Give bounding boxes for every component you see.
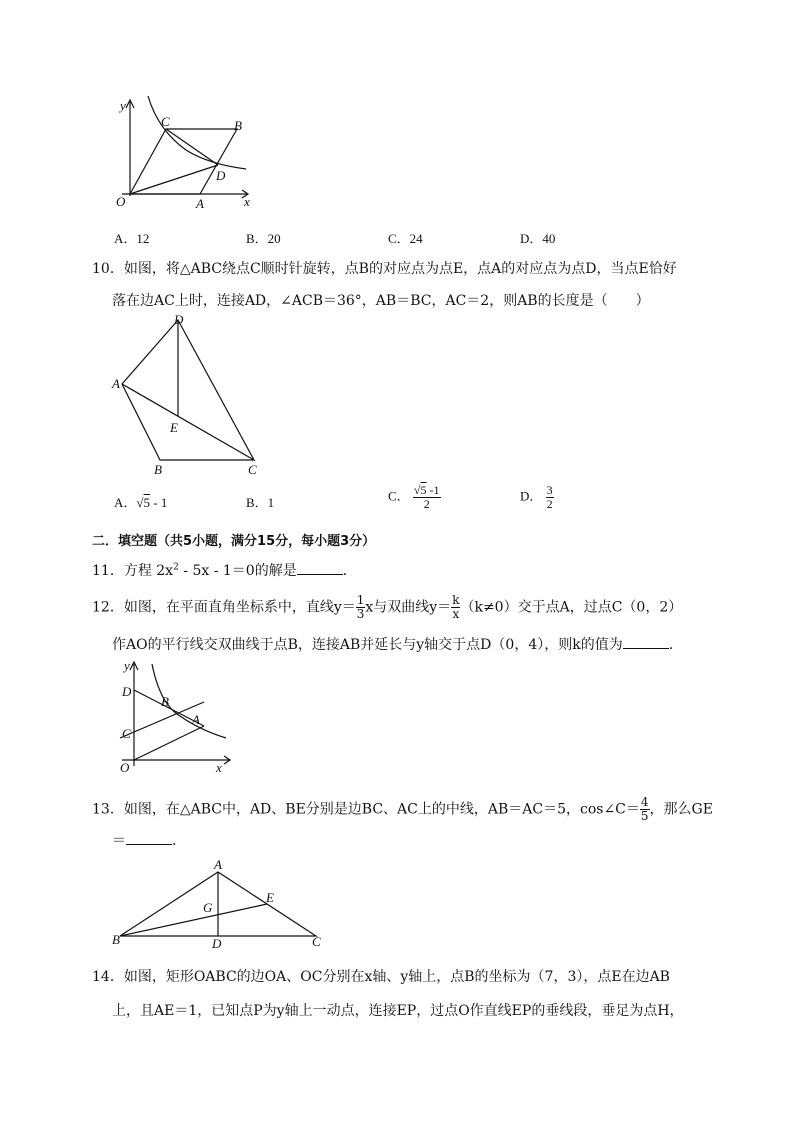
q12-label-o: O — [120, 760, 130, 775]
q12-label-a: A — [192, 712, 200, 727]
q12-label-y: y — [124, 658, 130, 673]
q12-text-line2: 作AO的平行线交双曲线于点B，连接AB并延长与y轴交于点D（0，4），则k的值为 ． — [112, 637, 683, 653]
q13-label-b: B — [112, 932, 120, 947]
q12-text-line1: 12．如图，在平面直角坐标系中，直线y＝ $\frac{1}{3}$ x与双曲线y＝ $\frac{k}{x}$ （k≠0）交于点A，过点C（0，2） — [92, 593, 683, 621]
q11-text: 11．方程 $2x^2 - 5x - 1=0$的解是 ． — [92, 562, 357, 579]
q9-option-b: B．20 — [246, 231, 281, 246]
q10-text-line2: 落在边AC上时，连接AD，∠ACB＝36°，AB＝BC，AC＝2，则AB的长度是（ ） — [112, 293, 650, 309]
q14-text-line1: 14．如图，矩形OABC的边OA、OC分别在x轴、y轴上，点B的坐标为（7，3），点E在边AB — [92, 969, 670, 985]
q13-label-c: C — [312, 934, 321, 949]
q12-figure — [108, 656, 238, 776]
q12-label-x: x — [216, 760, 222, 775]
q9-label-a: A — [196, 196, 204, 211]
q10-option-d: D． $\frac{3}{2}$ — [520, 483, 553, 511]
q10-option-a: A．√5 - 1 — [114, 495, 168, 510]
q13-answer-blank[interactable] — [126, 832, 172, 845]
q9-label-d: D — [216, 168, 226, 183]
q10-option-c: C． $\frac{√5 -1}{2}$ — [388, 483, 440, 511]
q11-answer-blank[interactable] — [297, 562, 343, 575]
q13-label-a: A — [214, 857, 222, 872]
q13-label-e: E — [266, 890, 274, 905]
section-2-title: 二．填空题（共5小题，满分15分，每小题3分） — [92, 534, 376, 549]
q12-label-d: D — [122, 684, 132, 699]
q10-text-line1: 10．如图，将△ABC绕点C顺时针旋转，点B的对应点为点E，点A的对应点为点D，当点E恰好 — [92, 261, 677, 277]
q10-label-e: E — [170, 420, 178, 435]
q13-text-line2: ＝ ． — [112, 833, 186, 849]
q9-label-y: y — [120, 98, 126, 113]
q9-option-d: D．40 — [520, 231, 556, 246]
q10-figure — [108, 310, 268, 480]
q10-option-b: B．1 — [246, 495, 275, 510]
q12-label-b: B — [161, 694, 169, 709]
q9-label-c: C — [161, 114, 170, 129]
q9-figure — [108, 92, 258, 212]
q9-label-o: O — [116, 194, 126, 209]
q10-label-b: B — [154, 462, 162, 477]
q9-label-b: B — [234, 118, 242, 133]
q13-label-d: D — [212, 936, 222, 951]
q13-figure — [108, 856, 328, 952]
q12-answer-blank[interactable] — [623, 636, 669, 649]
q10-label-a: A — [112, 376, 120, 391]
q9-option-c: C．24 — [388, 231, 423, 246]
q14-text-line2: 上，且AE＝1，已知点P为y轴上一动点，连接EP，过点O作直线EP的垂线段，垂足为点H， — [112, 1003, 684, 1019]
q10-label-d: D — [174, 312, 184, 327]
q9-label-x: x — [244, 194, 250, 209]
q12-label-c: C — [122, 726, 131, 741]
q13-label-g: G — [203, 900, 213, 915]
q10-label-c: C — [248, 462, 257, 477]
q9-option-a: A．12 — [114, 231, 150, 246]
q13-text-line1: 13．如图，在△ABC中，AD、BE分别是边BC、AC上的中线，AB＝AC＝5，cos∠C＝ $\frac{4}{5}$ ，那么GE — [92, 795, 713, 823]
